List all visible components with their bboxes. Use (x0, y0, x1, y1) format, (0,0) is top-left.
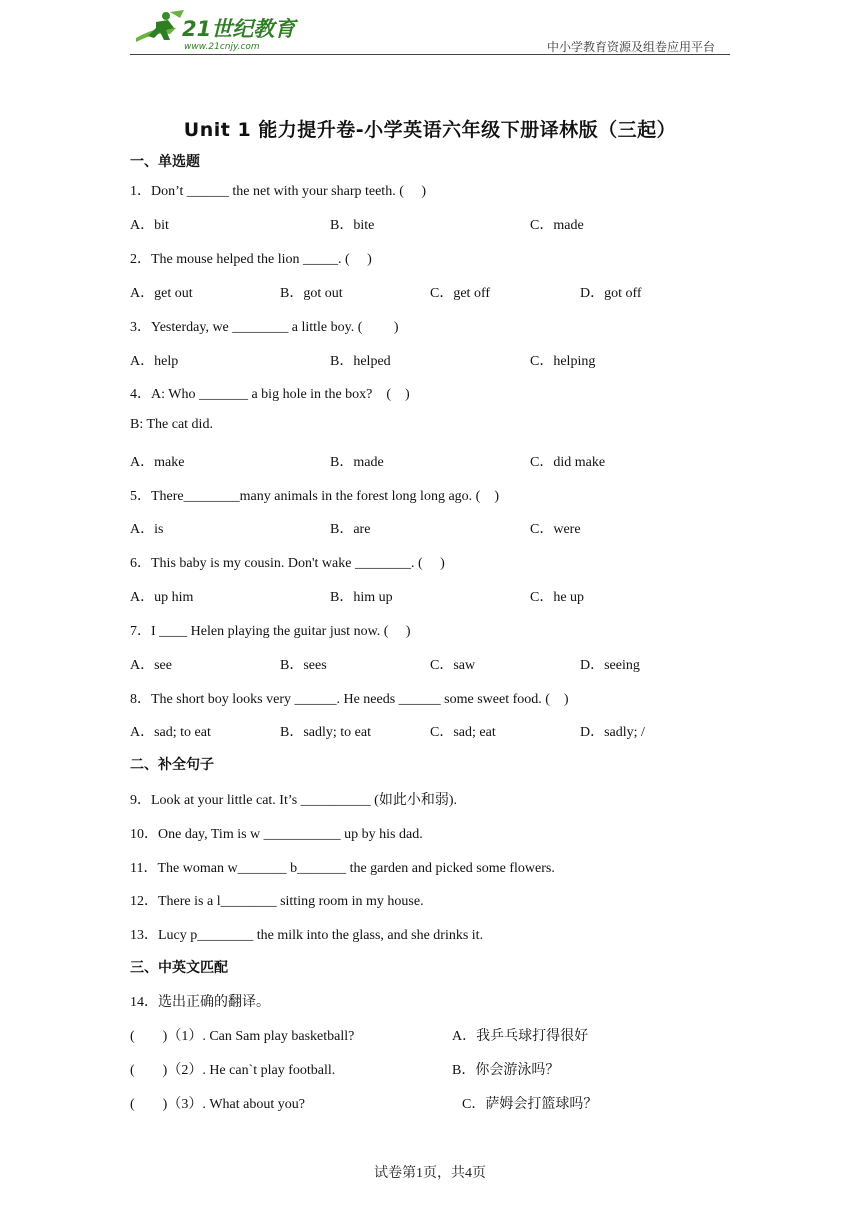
question-5: 5．There________many animals in the forest long long ago. ( ) (130, 489, 499, 504)
q1-option-a: A．bit (130, 218, 169, 233)
question-7: 7．I ____ Helen playing the guitar just now. ( ) (130, 624, 411, 639)
q6-option-c: C．he up (530, 590, 585, 605)
q1-option-c: C．made (530, 218, 584, 233)
question-1: 1．Don’t ______ the net with your sharp teeth. ( ) (130, 184, 427, 199)
q8-option-c: C．sad; eat (430, 725, 496, 740)
logo-text: 21世纪教育 (182, 17, 296, 41)
q6-option-b: B．him up (330, 590, 393, 605)
match-option-a: A．我乒乓球打得很好 (452, 1029, 589, 1044)
q7-option-a: A．see (130, 658, 172, 673)
q2-option-a: A．get out (130, 286, 193, 301)
q7-option-b: B．sees (280, 658, 327, 673)
page-number-footer: 试卷第1页，共4页 (374, 1166, 486, 1181)
q2-option-d: D．got off (580, 286, 642, 301)
q7-option-d: D．seeing (580, 658, 640, 673)
q5-option-b: B．are (330, 522, 371, 537)
match-item-1: ( )（1）. Can Sam play basketball? (130, 1029, 355, 1044)
q3-option-c: C．helping (530, 354, 596, 369)
question-4-response: B: The cat did. (130, 417, 213, 432)
match-item-2: ( )（2）. He can`t play football. (130, 1063, 336, 1078)
question-13: 13．Lucy p________ the milk into the glass, and she drinks it. (130, 928, 484, 943)
question-4: 4．A: Who _______ a big hole in the box? ( ) (130, 387, 410, 402)
q3-option-a: A．help (130, 354, 179, 369)
match-option-c: C．萨姆会打篮球吗？ (462, 1097, 598, 1112)
page-title: Unit 1 能力提升卷-小学英语六年级下册译林版（三起） (183, 119, 677, 141)
match-option-b: B．你会游泳吗？ (452, 1063, 560, 1078)
question-12: 12．There is a l________ sitting room in my house. (130, 894, 424, 909)
section-heading-matching: 三、中英文匹配 (130, 960, 228, 976)
section-heading-single-choice: 一、单选题 (130, 154, 200, 170)
question-10: 10．One day, Tim is w ___________ up by his dad. (130, 827, 423, 842)
q6-option-a: A．up him (130, 590, 194, 605)
question-9: 9．Look at your little cat. It’s __________ (如此小和弱). (130, 793, 458, 808)
header-divider (130, 54, 730, 55)
question-2: 2．The mouse helped the lion _____. ( ) (130, 252, 372, 267)
q3-option-b: B．helped (330, 354, 391, 369)
match-item-3: ( )（3）. What about you? (130, 1097, 305, 1112)
q1-option-b: B．bite (330, 218, 375, 233)
logo-url: www.21cnjy.com (184, 42, 260, 52)
q5-option-a: A．is (130, 522, 164, 537)
q2-option-b: B．got out (280, 286, 343, 301)
question-8: 8．The short boy looks very ______. He needs ______ some sweet food. ( ) (130, 692, 569, 707)
q4-option-c: C．did make (530, 455, 606, 470)
q7-option-c: C．saw (430, 658, 476, 673)
question-3: 3．Yesterday, we ________ a little boy. ( ) (130, 320, 399, 335)
section-heading-complete-sentences: 二、补全句子 (130, 757, 214, 773)
runner-logo-icon (130, 8, 310, 52)
q4-option-a: A．make (130, 455, 185, 470)
question-11: 11．The woman w_______ b_______ the garden and picked some flowers. (130, 861, 555, 876)
site-logo (130, 8, 310, 52)
q8-option-b: B．sadly; to eat (280, 725, 371, 740)
q2-option-c: C．get off (430, 286, 491, 301)
header-platform-text: 中小学教育资源及组卷应用平台 (546, 40, 715, 54)
question-14: 14．选出正确的翻译。 (130, 995, 270, 1010)
q8-option-a: A．sad; to eat (130, 725, 211, 740)
q5-option-c: C．were (530, 522, 581, 537)
q8-option-d: D．sadly; / (580, 725, 645, 740)
question-6: 6．This baby is my cousin. Don't wake ________. ( ) (130, 556, 445, 571)
q4-option-b: B．made (330, 455, 384, 470)
